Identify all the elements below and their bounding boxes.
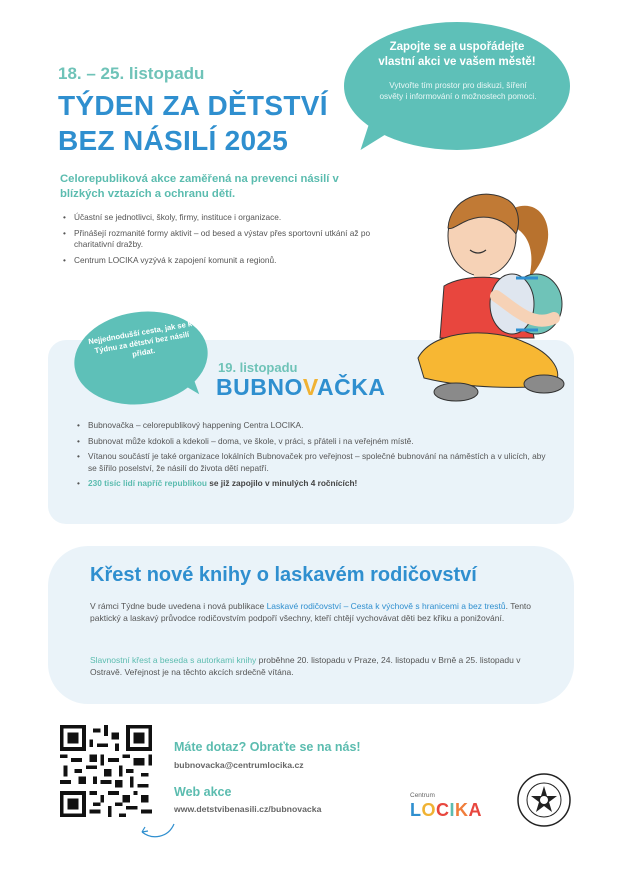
intro-lead: Celorepubliková akce zaměřená na prevenci násilí v blízkých vztazích a ochranu dětí. [60,173,339,200]
list-item: • Přinášejí rozmanité formy aktivit – od besed a výstav přes sportovní utkání až po charitativní dražby. [60,228,390,251]
page-title [58,88,328,158]
locika-logo [410,800,482,821]
intro-list [60,212,390,270]
event-dates: 18. – 25. listopadu [58,64,205,83]
book-title-link[interactable]: Laskavé rodičovství – Cesta k výchově s hranicemi a bez trestů [266,601,506,611]
police-cz-logo [516,772,572,828]
speech-subtext: Vytvořte tím prostor pro diskuzi, šíření osvěty i informování o možnostech pomoci. [379,81,537,101]
locika-logo-small-text: Centrum [410,792,435,799]
list-item: • Vítanou součástí je také organizace lokálních Bubnovaček pro veřejnost – společné bubnování na náměstích a v ulicích, aby se šířilo poselství, že násilí do života dětí nepatří. [74,451,554,474]
bubnovacka-list [74,420,554,494]
locika-letter: I [449,800,456,820]
web-url-link[interactable]: www.detstvibenasili.cz/bubnovacka [174,804,322,814]
logo-letter-v: V [302,374,317,400]
p1-end: . Tento paktický a laskavý průvodce rodičovstvím podpoří všechny, kteří chtějí vychovávat děti bez křiku a ponižování. [90,601,532,623]
list-item: • Bubnovat může kdokoli a kdekoli – doma, ve škole, v práci, s přáteli i na veřejném místě. [74,436,554,448]
bubnovacka-date: 19. listopadu [218,360,298,375]
book-heading: Křest nové knihy o laskavém rodičovství [90,564,477,586]
contact-email-link[interactable]: bubnovacka@centrumlocika.cz [174,760,304,770]
list-item [74,478,554,490]
launch-event-link[interactable]: Slavnostní křest a beseda s autorkami knihy [90,655,257,665]
speech-headline: Zapojte se a uspořádejte vlastní akci ve vašem městě! [378,41,536,68]
bubble-left-text: Nejjednodušší cesta, jak se k Týdnu za dětství bez násilí přidat. [87,319,193,359]
book-paragraph-1 [90,600,542,624]
bubnovacka-logo [216,374,385,401]
participants-rest: se již zapojilo v minulých 4 ročnících! [206,478,358,488]
curved-arrow-icon [138,816,178,842]
girl-drumming-illustration [404,178,580,412]
list-item: • Bubnovačka – celorepublikový happening Centra LOCIKA. [74,420,554,432]
locika-letter: A [468,800,483,820]
title-line-2: BEZ NÁSILÍ 2025 [58,125,289,156]
locika-letter: K [455,800,469,820]
title-line-1: TÝDEN ZA DĚTSTVÍ [58,90,328,121]
web-heading: Web akce [174,785,232,799]
logo-text-part-1: BUBNO [216,374,303,400]
qr-code[interactable] [60,725,152,817]
locika-letter: L [410,800,422,820]
contact-heading: Máte dotaz? Obraťte se na nás! [174,740,361,754]
p2-end: proběhne 20. listopadu v Praze, 24. listopadu v Brně a 25. listopadu v Ostravě. Veřejnost je na těchto akcích srdečně vítána. [90,655,521,677]
locika-letter: C [436,800,450,820]
participants-highlight: 230 tisíc lidí napříč republikou [88,478,207,488]
logo-text-part-2: AČKA [316,374,386,400]
speech-bubble-tail [361,125,390,157]
locika-letter: O [421,800,437,820]
list-item: • Účastní se jednotlivci, školy, firmy, instituce i organizace. [60,212,390,224]
book-paragraph-2 [90,654,542,678]
list-item: • Centrum LOCIKA vyzývá k zapojení komunit a regionů. [60,255,390,267]
p1-start: V rámci Týdne bude uvedena i nová publikace [90,601,267,611]
